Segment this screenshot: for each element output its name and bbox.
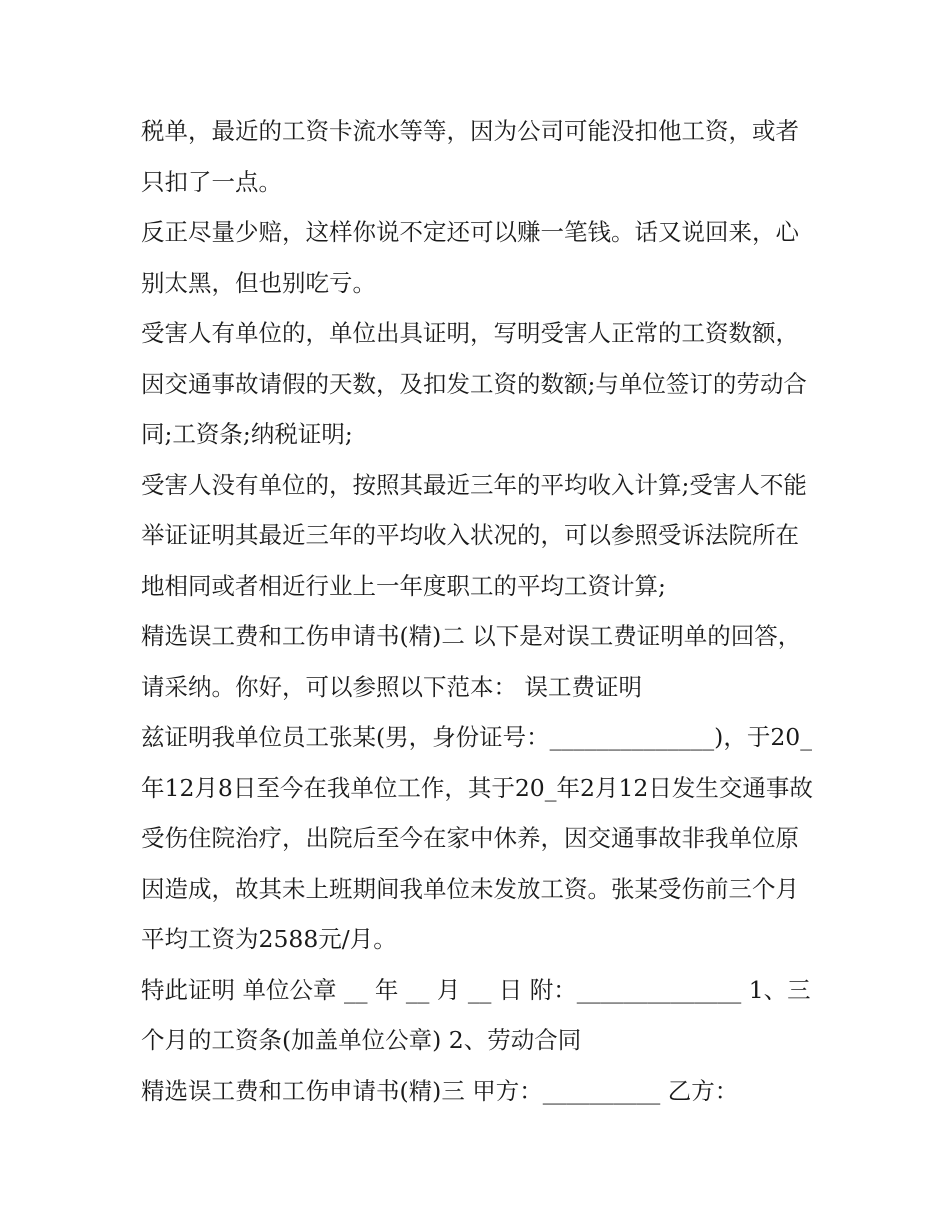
document-body	[141, 106, 821, 1116]
paragraph-section-two-heading: 精选误工费和工伤申请书(精)二 以下是对误工费证明单的回答，请采纳。你好，可以参照以下范本： 误工费证明	[141, 622, 802, 701]
paragraph-employed-victim: 受害人有单位的，单位出具证明，写明受害人正常的工资数额，因交通事故请假的天数，及扣发工资的数额;与单位签订的劳动合同;工资条;纳税证明;	[141, 319, 807, 448]
paragraph-unemployed-victim: 受害人没有单位的，按照其最近三年的平均收入计算;受害人不能举证证明其最近三年的平均收入状况的，可以参照受诉法院所在地相同或者相近行业上一年度职工的平均工资计算;	[141, 470, 807, 600]
paragraph-tax-records: 税单，最近的工资卡流水等等，因为公司可能没扣他工资，或者只扣了一点。	[141, 117, 799, 196]
paragraph-certificate-signoff: 特此证明 单位公章 __ 年 __ 月 __ 日 附：______________ 1、三个月的工资条(加盖单位公章) 2、劳动合同	[141, 975, 811, 1054]
paragraph-certificate-body: 兹证明我单位员工张某(男，身份证号：______________)，于20_年12月8日至今在我单位工作，其于20_年2月12日发生交通事故受伤住院治疗，出院后至今在家中休养，因交通事故非我单位原因造成，故其未上班期间我单位未发放工资。张某受伤前三个月平均工资为2588元/月。	[141, 723, 813, 953]
paragraph-advice: 反正尽量少赔，这样你说不定还可以赚一笔钱。话又说回来，心别太黑，但也别吃亏。	[141, 218, 799, 297]
paragraph-section-three-heading: 精选误工费和工伤申请书(精)三 甲方：__________ 乙方：	[141, 1076, 739, 1105]
